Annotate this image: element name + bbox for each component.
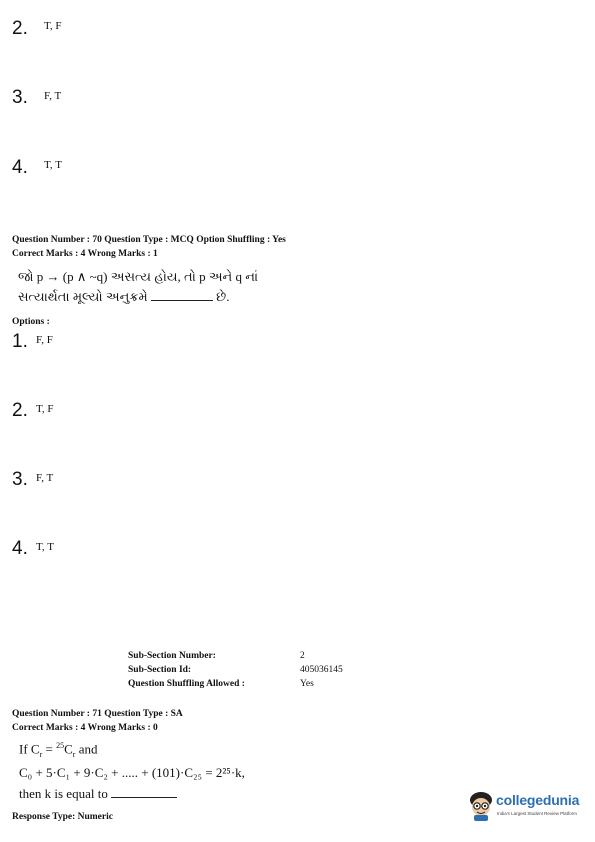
q70-question-line1: જો p → (p ∧ ~q) અસત્ય હોય, તો p અને q નાં <box>18 269 259 284</box>
prev-option-4-number: 4. <box>12 157 28 178</box>
q71-question-line3-text: then k is equal to <box>19 786 108 801</box>
q71-subscript-r: r <box>39 749 43 759</box>
q70-answer-blank <box>151 290 213 301</box>
q71-if-c: If C <box>19 741 40 757</box>
q71-header-line1: Question Number : 71 Question Type : SA <box>12 709 183 719</box>
q70-question-line2 <box>18 289 229 305</box>
q71-header-line2: Correct Marks : 4 Wrong Marks : 0 <box>12 723 158 733</box>
mascot-icon <box>466 790 496 822</box>
subsection-number-label: Sub-Section Number: <box>128 651 216 661</box>
prev-option-3-number: 3. <box>12 87 28 108</box>
q71-equals: = <box>42 741 57 757</box>
q71-superscript-25: 25 <box>56 741 65 750</box>
q70-header-line1: Question Number : 70 Question Type : MCQ Option Shuffling : Yes <box>12 235 286 245</box>
prev-option-3-text: F, T <box>44 90 62 102</box>
q70-option-2-text: T, F <box>36 403 54 415</box>
q71-c: C <box>64 741 73 757</box>
q71-answer-blank <box>111 787 177 798</box>
q70-question-line2-end: છે. <box>216 289 230 304</box>
subsection-number-value: 2 <box>300 651 305 661</box>
q71-subscript-r2: r <box>72 749 76 759</box>
q70-option-2-number: 2. <box>12 400 28 421</box>
q70-options-label: Options : <box>12 317 50 327</box>
q71-question-line1 <box>19 741 97 759</box>
subsection-id-label: Sub-Section Id: <box>128 665 192 675</box>
prev-option-4-text: T, T <box>44 159 62 171</box>
q70-question-line2-text: સત્યાર્થતા મૂલ્યો અનુક્રમે <box>18 289 148 304</box>
subsection-shuffle-value: Yes <box>300 679 314 689</box>
q71-question-line3 <box>19 786 177 802</box>
q71-question-line2: C₀ + 5·C₁ + 9·C₂ + ..... + (101)·C₂₅ = 2²⁵·k, <box>19 765 245 780</box>
q70-option-1-number: 1. <box>12 331 28 352</box>
subsection-shuffle-label: Question Shuffling Allowed : <box>128 679 245 689</box>
q70-option-3-number: 3. <box>12 469 28 490</box>
logo-tagline: India's Largest Student Review Platform <box>497 811 577 816</box>
q70-option-3-text: F, T <box>36 472 54 484</box>
q71-and: and <box>75 741 98 757</box>
prev-option-2-number: 2. <box>12 18 28 39</box>
q70-header-line2: Correct Marks : 4 Wrong Marks : 1 <box>12 249 158 259</box>
q71-response-type: Response Type: Numeric <box>12 812 113 822</box>
q70-option-1-text: F, F <box>36 334 53 346</box>
collegedunia-logo <box>466 790 591 826</box>
q70-option-4-number: 4. <box>12 538 28 559</box>
prev-option-2-text: T, F <box>44 20 62 32</box>
logo-name: collegedunia <box>496 792 580 808</box>
q70-option-4-text: T, T <box>36 541 54 553</box>
subsection-id-value: 405036145 <box>300 665 343 675</box>
